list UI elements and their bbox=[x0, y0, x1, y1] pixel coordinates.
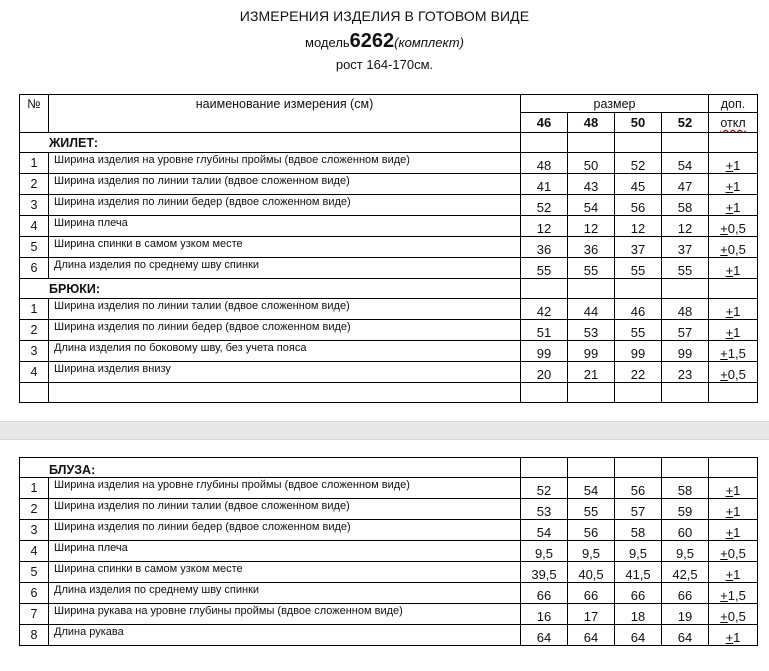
measurement-value: 51 bbox=[521, 320, 568, 341]
allowed-deviation bbox=[709, 258, 758, 279]
section-row-blouse bbox=[20, 458, 758, 478]
measurement-value: 66 bbox=[615, 583, 662, 604]
deviation-value: 1 bbox=[733, 325, 741, 340]
model-suffix: (комплект) bbox=[394, 35, 464, 50]
deviation-value: 0,5 bbox=[727, 546, 746, 561]
allowed-deviation bbox=[709, 583, 758, 604]
size-48: 48 bbox=[568, 113, 615, 133]
measurement-name: Ширина спинки в самом узком месте bbox=[49, 562, 521, 583]
allowed-deviation bbox=[709, 320, 758, 341]
measurement-value: 12 bbox=[521, 216, 568, 237]
row-number: 4 bbox=[20, 216, 49, 237]
model-number: 6262 bbox=[349, 30, 395, 52]
row-number: 3 bbox=[20, 341, 49, 362]
measurement-value: 54 bbox=[662, 153, 709, 174]
deviation-value: 1 bbox=[733, 525, 741, 540]
measurement-value: 44 bbox=[568, 299, 615, 320]
measurement-name: Ширина изделия внизу bbox=[49, 362, 521, 383]
measurement-name: Ширина спинки в самом узком месте bbox=[49, 237, 521, 258]
row-number: 6 bbox=[20, 583, 49, 604]
measurement-value: 55 bbox=[568, 258, 615, 279]
col-header-deviation-2: откл bbox=[709, 113, 758, 133]
measurement-name: Ширина изделия по линии бедер (вдвое сложенном виде) bbox=[49, 195, 521, 216]
measurement-row bbox=[20, 583, 758, 604]
measurement-value: 55 bbox=[568, 499, 615, 520]
measurement-name: Ширина изделия по линии талии (вдвое сложенном виде) bbox=[49, 174, 521, 195]
measurement-name: Ширина изделия по линии талии (вдвое сложенном виде) bbox=[49, 499, 521, 520]
measurement-name: Ширина плеча bbox=[49, 541, 521, 562]
measurement-name: Ширина плеча bbox=[49, 216, 521, 237]
row-number: 1 bbox=[20, 299, 49, 320]
section-title-blouse: БЛУЗА: bbox=[20, 458, 521, 478]
measurement-value: 58 bbox=[662, 195, 709, 216]
measurement-value: 66 bbox=[521, 583, 568, 604]
measurement-value: 36 bbox=[568, 237, 615, 258]
measurement-row bbox=[20, 174, 758, 195]
allowed-deviation bbox=[709, 216, 758, 237]
row-number: 3 bbox=[20, 520, 49, 541]
measurement-value: 64 bbox=[521, 625, 568, 646]
measurement-value: 50 bbox=[568, 153, 615, 174]
measurement-value: 9,5 bbox=[568, 541, 615, 562]
deviation-value: 1 bbox=[733, 179, 741, 194]
measurement-row bbox=[20, 499, 758, 520]
measurement-value: 21 bbox=[568, 362, 615, 383]
measurement-row bbox=[20, 237, 758, 258]
deviation-value: 1 bbox=[733, 304, 741, 319]
row-number: 6 bbox=[20, 258, 49, 279]
header-row-1 bbox=[20, 95, 758, 113]
plus-minus-sign: + bbox=[725, 567, 734, 582]
height-range: рост 164-170см. bbox=[335, 57, 434, 72]
measurement-value: 48 bbox=[521, 153, 568, 174]
measurement-row bbox=[20, 604, 758, 625]
measurement-value: 59 bbox=[662, 499, 709, 520]
measurement-value: 53 bbox=[568, 320, 615, 341]
deviation-value: 0,5 bbox=[727, 221, 746, 236]
measurement-value: 22 bbox=[615, 362, 662, 383]
measurement-value: 58 bbox=[662, 478, 709, 499]
row-number: 2 bbox=[20, 499, 49, 520]
allowed-deviation bbox=[709, 499, 758, 520]
section-row-trousers bbox=[20, 279, 758, 299]
measurement-value: 17 bbox=[568, 604, 615, 625]
measurement-value: 41,5 bbox=[615, 562, 662, 583]
measurement-value: 43 bbox=[568, 174, 615, 195]
section-title-trousers: БРЮКИ: bbox=[20, 279, 521, 299]
measurement-value: 57 bbox=[615, 499, 662, 520]
measurements-table-vest-trousers bbox=[19, 94, 758, 403]
row-number: 4 bbox=[20, 362, 49, 383]
measurement-value: 54 bbox=[568, 195, 615, 216]
measurement-value: 53 bbox=[521, 499, 568, 520]
row-number: 8 bbox=[20, 625, 49, 646]
measurement-name: Длина изделия по боковому шву, без учета пояса bbox=[49, 341, 521, 362]
size-50: 50 bbox=[615, 113, 662, 133]
deviation-value: 1 bbox=[733, 200, 741, 215]
allowed-deviation bbox=[709, 625, 758, 646]
measurement-value: 64 bbox=[568, 625, 615, 646]
row-number: 3 bbox=[20, 195, 49, 216]
row-number: 5 bbox=[20, 237, 49, 258]
measurement-row bbox=[20, 258, 758, 279]
plus-minus-sign: + bbox=[725, 483, 734, 498]
measurement-value: 23 bbox=[662, 362, 709, 383]
measurement-row bbox=[20, 541, 758, 562]
row-number: 2 bbox=[20, 174, 49, 195]
measurement-row bbox=[20, 299, 758, 320]
deviation-value: 1 bbox=[733, 158, 741, 173]
plus-minus-sign: + bbox=[725, 263, 734, 278]
measurement-value: 42,5 bbox=[662, 562, 709, 583]
measurement-value: 64 bbox=[615, 625, 662, 646]
measurement-name: Ширина изделия по линии бедер (вдвое сложенном виде) bbox=[49, 320, 521, 341]
measurement-value: 9,5 bbox=[662, 541, 709, 562]
deviation-value: 0,5 bbox=[727, 367, 746, 382]
measurement-name: Ширина изделия на уровне глубины проймы (вдвое сложенном виде) bbox=[49, 153, 521, 174]
allowed-deviation bbox=[709, 562, 758, 583]
measurement-value: 55 bbox=[521, 258, 568, 279]
trousers-rows bbox=[20, 299, 758, 383]
size-46: 46 bbox=[521, 113, 568, 133]
deviation-value: 0,5 bbox=[727, 242, 746, 257]
plus-minus-sign: + bbox=[725, 200, 734, 215]
plus-minus-sign: + bbox=[725, 179, 734, 194]
measurement-value: 9,5 bbox=[521, 541, 568, 562]
allowed-deviation bbox=[709, 174, 758, 195]
measurement-value: 99 bbox=[521, 341, 568, 362]
plus-minus-sign: + bbox=[720, 242, 728, 257]
measurement-value: 56 bbox=[615, 478, 662, 499]
plus-minus-sign: + bbox=[720, 546, 728, 561]
measurement-name: Ширина изделия на уровне глубины проймы (вдвое сложенном виде) bbox=[49, 478, 521, 499]
measurement-row bbox=[20, 625, 758, 646]
measurement-name: Длина изделия по среднему шву спинки bbox=[49, 258, 521, 279]
measurement-row bbox=[20, 320, 758, 341]
measurement-value: 57 bbox=[662, 320, 709, 341]
measurement-row bbox=[20, 478, 758, 499]
measurement-row bbox=[20, 195, 758, 216]
allowed-deviation bbox=[709, 299, 758, 320]
col-header-name: наименование измерения (см) bbox=[49, 95, 521, 133]
measurement-name: Ширина изделия по линии бедер (вдвое сложенном виде) bbox=[49, 520, 521, 541]
plus-minus-sign: + bbox=[720, 221, 728, 236]
allowed-deviation bbox=[709, 604, 758, 625]
plus-minus-sign: + bbox=[720, 588, 728, 603]
plus-minus-sign: + bbox=[725, 504, 734, 519]
measurement-value: 40,5 bbox=[568, 562, 615, 583]
deviation-value: 1 bbox=[733, 504, 741, 519]
section-row-vest bbox=[20, 133, 758, 153]
deviation-value: 1 bbox=[733, 483, 741, 498]
size-52: 52 bbox=[662, 113, 709, 133]
deviation-value: 1 bbox=[733, 630, 741, 645]
row-number: 5 bbox=[20, 562, 49, 583]
page-break-band bbox=[0, 421, 769, 440]
allowed-deviation bbox=[709, 362, 758, 383]
allowed-deviation bbox=[709, 520, 758, 541]
deviation-value: 1 bbox=[733, 263, 741, 278]
col-header-number: № bbox=[20, 95, 49, 133]
measurement-name: Длина рукава bbox=[49, 625, 521, 646]
plus-minus-sign: + bbox=[725, 325, 734, 340]
measurement-value: 66 bbox=[662, 583, 709, 604]
measurement-name: Ширина рукава на уровне глубины проймы (вдвое сложенном виде) bbox=[49, 604, 521, 625]
measurement-value: 99 bbox=[662, 341, 709, 362]
col-header-deviation-1: доп. bbox=[709, 95, 758, 113]
plus-minus-sign: + bbox=[725, 304, 734, 319]
measurement-value: 55 bbox=[615, 320, 662, 341]
measurement-value: 47 bbox=[662, 174, 709, 195]
allowed-deviation bbox=[709, 478, 758, 499]
measurement-row bbox=[20, 153, 758, 174]
measurement-value: 12 bbox=[615, 216, 662, 237]
row-number: 4 bbox=[20, 541, 49, 562]
row-number: 1 bbox=[20, 478, 49, 499]
measurement-value: 52 bbox=[521, 478, 568, 499]
measurement-value: 64 bbox=[662, 625, 709, 646]
measurement-row bbox=[20, 520, 758, 541]
measurement-row bbox=[20, 341, 758, 362]
plus-minus-sign: + bbox=[725, 158, 734, 173]
measurement-value: 12 bbox=[662, 216, 709, 237]
measurement-value: 52 bbox=[521, 195, 568, 216]
measurement-value: 20 bbox=[521, 362, 568, 383]
row-number: 2 bbox=[20, 320, 49, 341]
plus-minus-sign: + bbox=[725, 630, 734, 645]
measurement-value: 99 bbox=[615, 341, 662, 362]
measurement-value: 56 bbox=[615, 195, 662, 216]
plus-minus-sign: + bbox=[720, 609, 728, 624]
document-title: ИЗМЕРЕНИЯ ИЗДЕЛИЯ В ГОТОВОМ ВИДЕ bbox=[239, 8, 530, 24]
measurement-value: 54 bbox=[568, 478, 615, 499]
measurement-name: Ширина изделия по линии талии (вдвое сложенном виде) bbox=[49, 299, 521, 320]
model-prefix: модель bbox=[305, 35, 350, 50]
measurement-name: Длина изделия по среднему шву спинки bbox=[49, 583, 521, 604]
allowed-deviation bbox=[709, 237, 758, 258]
measurement-value: 52 bbox=[615, 153, 662, 174]
measurement-row bbox=[20, 562, 758, 583]
blouse-rows bbox=[20, 478, 758, 646]
row-number: 1 bbox=[20, 153, 49, 174]
measurement-row bbox=[20, 216, 758, 237]
deviation-value: 1,5 bbox=[727, 588, 746, 603]
measurement-row bbox=[20, 362, 758, 383]
measurement-value: 16 bbox=[521, 604, 568, 625]
measurement-value: 99 bbox=[568, 341, 615, 362]
measurement-value: 46 bbox=[615, 299, 662, 320]
measurement-value: 18 bbox=[615, 604, 662, 625]
measurement-value: 60 bbox=[662, 520, 709, 541]
measurement-value: 58 bbox=[615, 520, 662, 541]
model-line bbox=[0, 30, 769, 53]
plus-minus-sign: + bbox=[725, 525, 734, 540]
measurement-value: 55 bbox=[615, 258, 662, 279]
measurement-value: 37 bbox=[662, 237, 709, 258]
measurement-value: 19 bbox=[662, 604, 709, 625]
measurement-value: 36 bbox=[521, 237, 568, 258]
measurement-value: 9,5 bbox=[615, 541, 662, 562]
measurement-value: 42 bbox=[521, 299, 568, 320]
allowed-deviation bbox=[709, 195, 758, 216]
measurement-value: 12 bbox=[568, 216, 615, 237]
measurement-value: 55 bbox=[662, 258, 709, 279]
measurements-table-blouse bbox=[19, 457, 758, 646]
deviation-value: 0,5 bbox=[727, 609, 746, 624]
measurement-value: 66 bbox=[568, 583, 615, 604]
row-number: 7 bbox=[20, 604, 49, 625]
deviation-value: 1 bbox=[733, 567, 741, 582]
allowed-deviation bbox=[709, 541, 758, 562]
measurement-value: 56 bbox=[568, 520, 615, 541]
measurement-value: 41 bbox=[521, 174, 568, 195]
measurement-value: 37 bbox=[615, 237, 662, 258]
plus-minus-sign: + bbox=[720, 346, 728, 361]
section-title-vest: ЖИЛЕТ: bbox=[20, 133, 521, 153]
allowed-deviation bbox=[709, 153, 758, 174]
plus-minus-sign: + bbox=[720, 367, 728, 382]
vest-rows bbox=[20, 153, 758, 279]
deviation-value: 1,5 bbox=[727, 346, 746, 361]
measurement-value: 39,5 bbox=[521, 562, 568, 583]
measurement-value: 54 bbox=[521, 520, 568, 541]
col-header-size: размер bbox=[521, 95, 709, 113]
allowed-deviation bbox=[709, 341, 758, 362]
measurement-value: 48 bbox=[662, 299, 709, 320]
empty-row bbox=[20, 383, 758, 403]
measurement-value: 45 bbox=[615, 174, 662, 195]
